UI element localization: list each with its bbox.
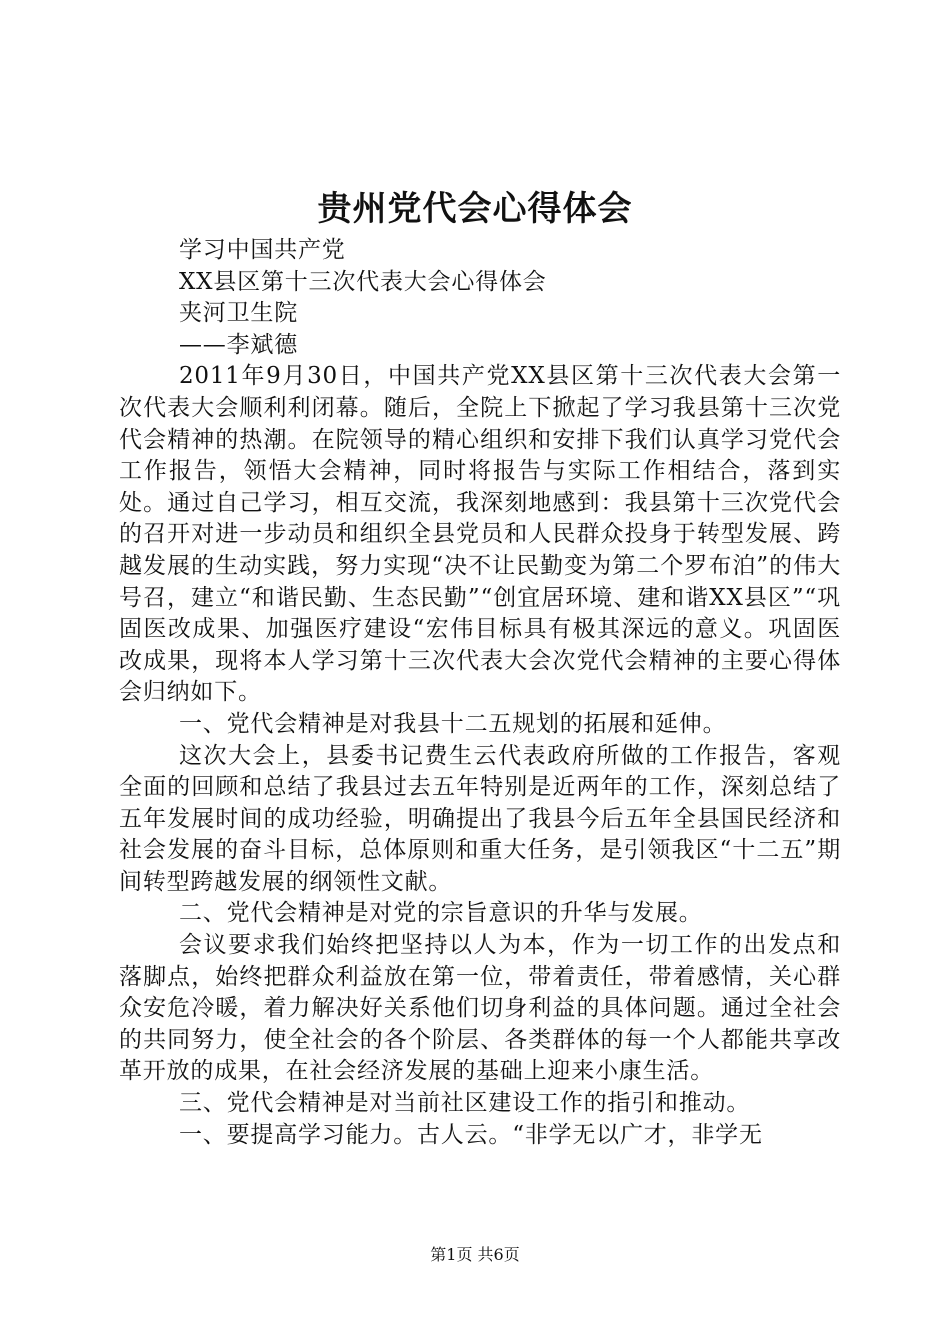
paragraph-subtitle-1: 学习中国共产党 [179, 237, 346, 263]
paragraph-section-3: 一、要提高学习能力。古人云。“非学无以广才，非学无 [179, 1121, 763, 1148]
paragraph-organization: 夹河卫生院 [179, 300, 298, 327]
paragraph-author: ——李斌德 [179, 331, 298, 358]
paragraph-section-2: 会议要求我们始终把坚持以人为本，作为一切工作的出发点和落脚点，始终把群众利益放在第一位，带着责任，带着感情，关心群众安危冷暖，着力解决好关系他们切身利益的具体问题。通过全社会的共同努力，使全社会的各个阶层、各类群体的每一个人都能共享改革开放的成果，在社会经济发展的基础上迎来小康生活。 [119, 932, 841, 1085]
heading-section-1: 一、党代会精神是对我县十二五规划的拓展和延伸。 [179, 710, 727, 737]
page-footer: 第1页 共6页 [430, 1245, 520, 1264]
paragraph-section-1: 这次大会上，县委书记费生云代表政府所做的工作报告，客观全面的回顾和总结了我县过去五年特别是近两年的工作，深刻总结了五年发展时间的成功经验，明确提出了我县今后五年全县国民经济和社会发展的奋斗目标，总体原则和重大任务，是引领我区“十二五”期间转型跨越发展的纲领性文献。 [119, 742, 841, 895]
paragraph-subtitle-2: XX县区第十三次代表大会心得体会 [179, 268, 547, 295]
paragraph-intro: 2011年9月30日，中国共产党XX县区第十三次代表大会第一次代表大会顺利利闭幕。随后，全院上下掀起了学习我县第十三次党代会精神的热潮。在院领导的精心组织和安排下我们认真学习党代会工作报告，领悟大会精神，同时将报告与实际工作相结合，落到实处。通过自己学习，相互交流，我深刻地感到：我县第十三次党代会的召开对进一步动员和组织全县党员和人民群众投身于转型发展、跨越发展的生动实践，努力实现“决不让民勤变为第二个罗布泊”的伟大号召，建立“和谐民勤、生态民勤”“创宜居环境、建和谐XX县区”“巩固医改成果、加强医疗建设“宏伟目标具有极其深远的意义。巩固医改成果，现将本人学习第十三次代表大会次党代会精神的主要心得体会归纳如下。 [119, 363, 841, 706]
document-title: 贵州党代会心得体会 [317, 189, 633, 229]
document-body [119, 235, 841, 1151]
heading-section-3: 三、党代会精神是对当前社区建设工作的指引和推动。 [179, 1090, 751, 1117]
heading-section-2: 二、党代会精神是对党的宗旨意识的升华与发展。 [179, 900, 703, 927]
